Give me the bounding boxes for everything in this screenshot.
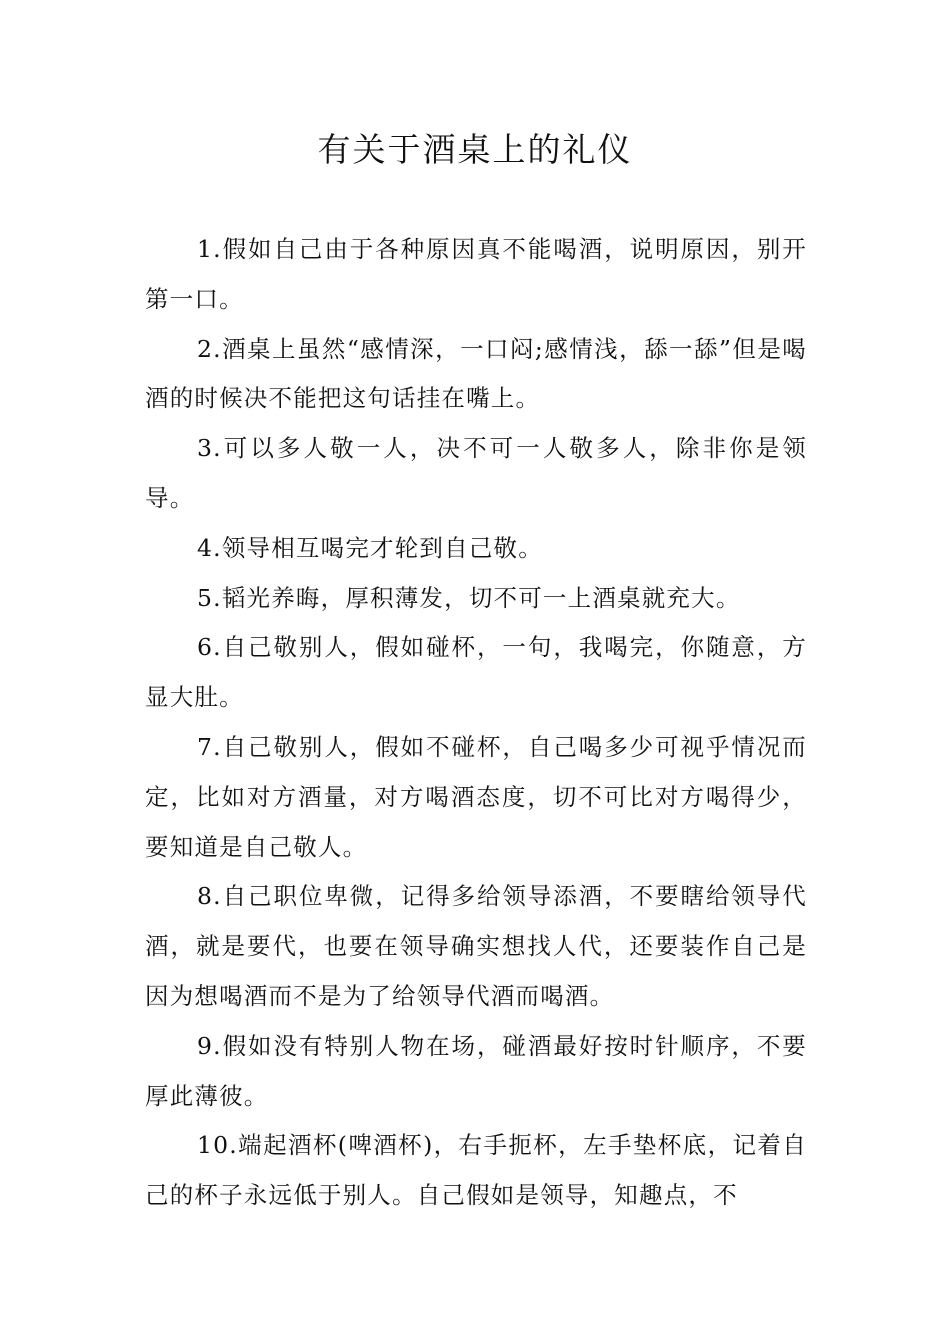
paragraph-7: 7.自己敬别人，假如不碰杯，自己喝多少可视乎情况而定，比如对方酒量，对方喝酒态度，切不可比对方喝得少，要知道是自己敬人。 (145, 732, 807, 861)
paragraph-3: 3.可以多人敬一人，决不可一人敬多人，除非你是领导。 (145, 434, 807, 512)
paragraph-10: 10.端起酒杯(啤酒杯)，右手扼杯，左手垫杯底，记着自己的杯子永远低于别人。自己假如是领导，知趣点，不 (145, 1131, 807, 1210)
paragraph-5: 5.韬光养晦，厚积薄发，切不可一上酒桌就充大。 (197, 583, 741, 612)
paragraph-9: 9.假如没有特别人物在场，碰酒最好按时针顺序，不要厚此薄彼。 (145, 1031, 807, 1110)
paragraph-2: 2.酒桌上虽然“感情深，一口闷;感情浅，舔一舔”但是喝酒的时候决不能把这句话挂在嘴上。 (145, 334, 807, 413)
paragraph-4: 4.领导相互喝完才轮到自己敬。 (197, 533, 543, 562)
paragraph-8: 8.自己职位卑微，记得多给领导添酒，不要瞎给领导代酒，就是要代，也要在领导确实想找人代，还要装作自己是因为想喝酒而不是为了给领导代酒而喝酒。 (145, 882, 807, 1010)
paragraph-1: 1.假如自己由于各种原因真不能喝酒，说明原因，别开第一口。 (145, 235, 807, 313)
document-title: 有关于酒桌上的礼仪 (317, 130, 633, 169)
document-body (145, 225, 807, 1221)
paragraph-6: 6.自己敬别人，假如碰杯，一句，我喝完，你随意，方显大肚。 (145, 633, 807, 712)
